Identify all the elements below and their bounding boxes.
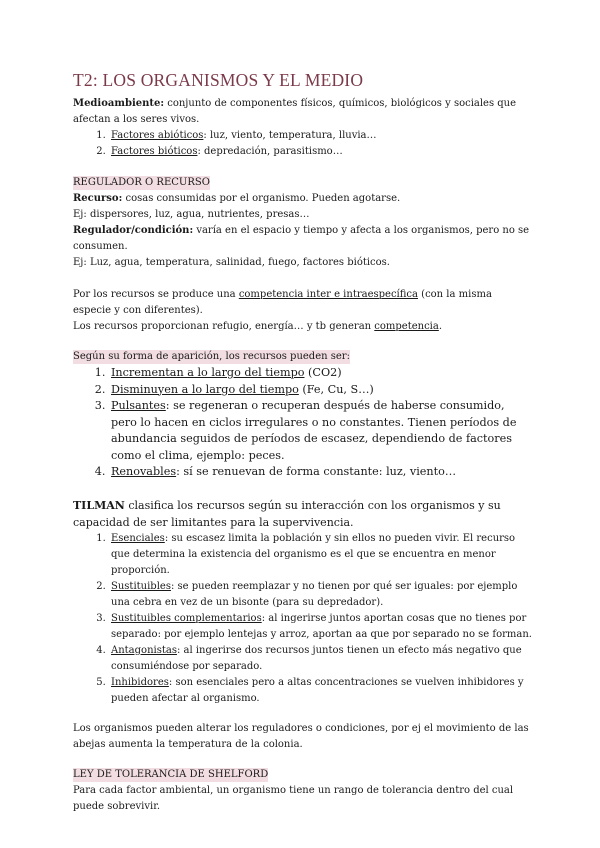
- list-item: 2. Sustituibles: se pueden reemplazar y no tienen por qué ser iguales: por ejemplo una cebra en vez de un bisonte (para su depredador).: [109, 579, 533, 611]
- shelford-heading: LEY DE TOLERANCIA DE SHELFORD: [73, 768, 269, 780]
- factores-list: [73, 128, 533, 160]
- tilman-list: [73, 531, 533, 707]
- recurso-example: Ej: dispersores, luz, agua, nutrientes, presas…: [73, 209, 310, 220]
- organismos-paragraph: Los organismos pueden alterar los reguladores o condiciones, por ej el movimiento de las abejas aumenta la temperatura de la colonia.: [73, 722, 529, 750]
- list-item: 3. Sustituibles complementarios: al ingerirse juntos aportan cosas que no tienes por separado: por ejemplo lentejas y arroz, aportan aa que por separado no se forman.: [109, 611, 533, 643]
- regulador-definition: Regulador/condición: varía en el espacio y tiempo y afecta a los organismos, pero no se consumen.: [73, 225, 530, 252]
- list-item: 2. Disminuyen a lo largo del tiempo (Fe, Cu, S…): [109, 382, 533, 399]
- document-page: [73, 70, 533, 815]
- list-item: 1. Esenciales: su escasez limita la población y sin ellos no pueden vivir. El recurso que determina la existencia del organismo es el que se encuentra en menor proporción.: [109, 531, 533, 579]
- list-item: 4. Antagonistas: al ingerirse dos recursos juntos tienen un efecto más negativo que consumiéndose por separado.: [109, 643, 533, 675]
- tilman-term: TILMAN: [73, 498, 125, 512]
- recursos-paragraph: Los recursos proporcionan refugio, energía… y tb generan competencia.: [73, 321, 443, 332]
- list-item: 1. Factores abióticos: luz, viento, temperatura, lluvia…: [109, 128, 533, 144]
- competencia-paragraph: Por los recursos se produce una competencia inter e intraespecífica (con la misma especie y con diferentes).: [73, 289, 492, 316]
- list-item: 5. Inhibidores: son esenciales pero a altas concentraciones se vuelven inhibidores y pueden afectar al organismo.: [109, 675, 533, 707]
- shelford-paragraph: Para cada factor ambiental, un organismo tiene un rango de tolerancia dentro del cual puede sobrevivir.: [73, 784, 514, 812]
- medioambiente-term: Medioambiente:: [73, 98, 165, 109]
- page-title: T2: LOS ORGANISMOS Y EL MEDIO: [73, 70, 364, 90]
- recurso-definition: Recurso: cosas consumidas por el organismo. Pueden agotarse.: [73, 193, 401, 204]
- list-item: 3. Pulsantes: se regeneran o recuperan después de haberse consumido, pero lo hacen en ciclos irregulares o no constantes. Tienen períodos de abundancia seguidos de períodos de escasez, dependiendo de factores como el clima, ejemplo: peces.: [109, 398, 533, 464]
- tilman-paragraph: TILMAN clasifica los recursos según su interacción con los organismos y su capacidad de ser limitantes para la supervivencia.: [73, 498, 501, 529]
- forma-heading: Según su forma de aparición, los recursos pueden ser:: [73, 351, 350, 362]
- medioambiente-definition: Medioambiente: conjunto de componentes físicos, químicos, biológicos y sociales que afectan a los seres vivos.: [73, 98, 517, 125]
- list-item: 4. Renovables: sí se renuevan de forma constante: luz, viento…: [109, 464, 533, 481]
- forma-list: [73, 365, 533, 481]
- regulador-example: Ej: Luz, agua, temperatura, salinidad, fuego, factores bióticos.: [73, 257, 390, 268]
- list-item: 2. Factores bióticos: depredación, parasitismo…: [109, 144, 533, 160]
- list-item: 1. Incrementan a lo largo del tiempo (CO2): [109, 365, 533, 382]
- regulador-heading: REGULADOR O RECURSO: [73, 177, 210, 188]
